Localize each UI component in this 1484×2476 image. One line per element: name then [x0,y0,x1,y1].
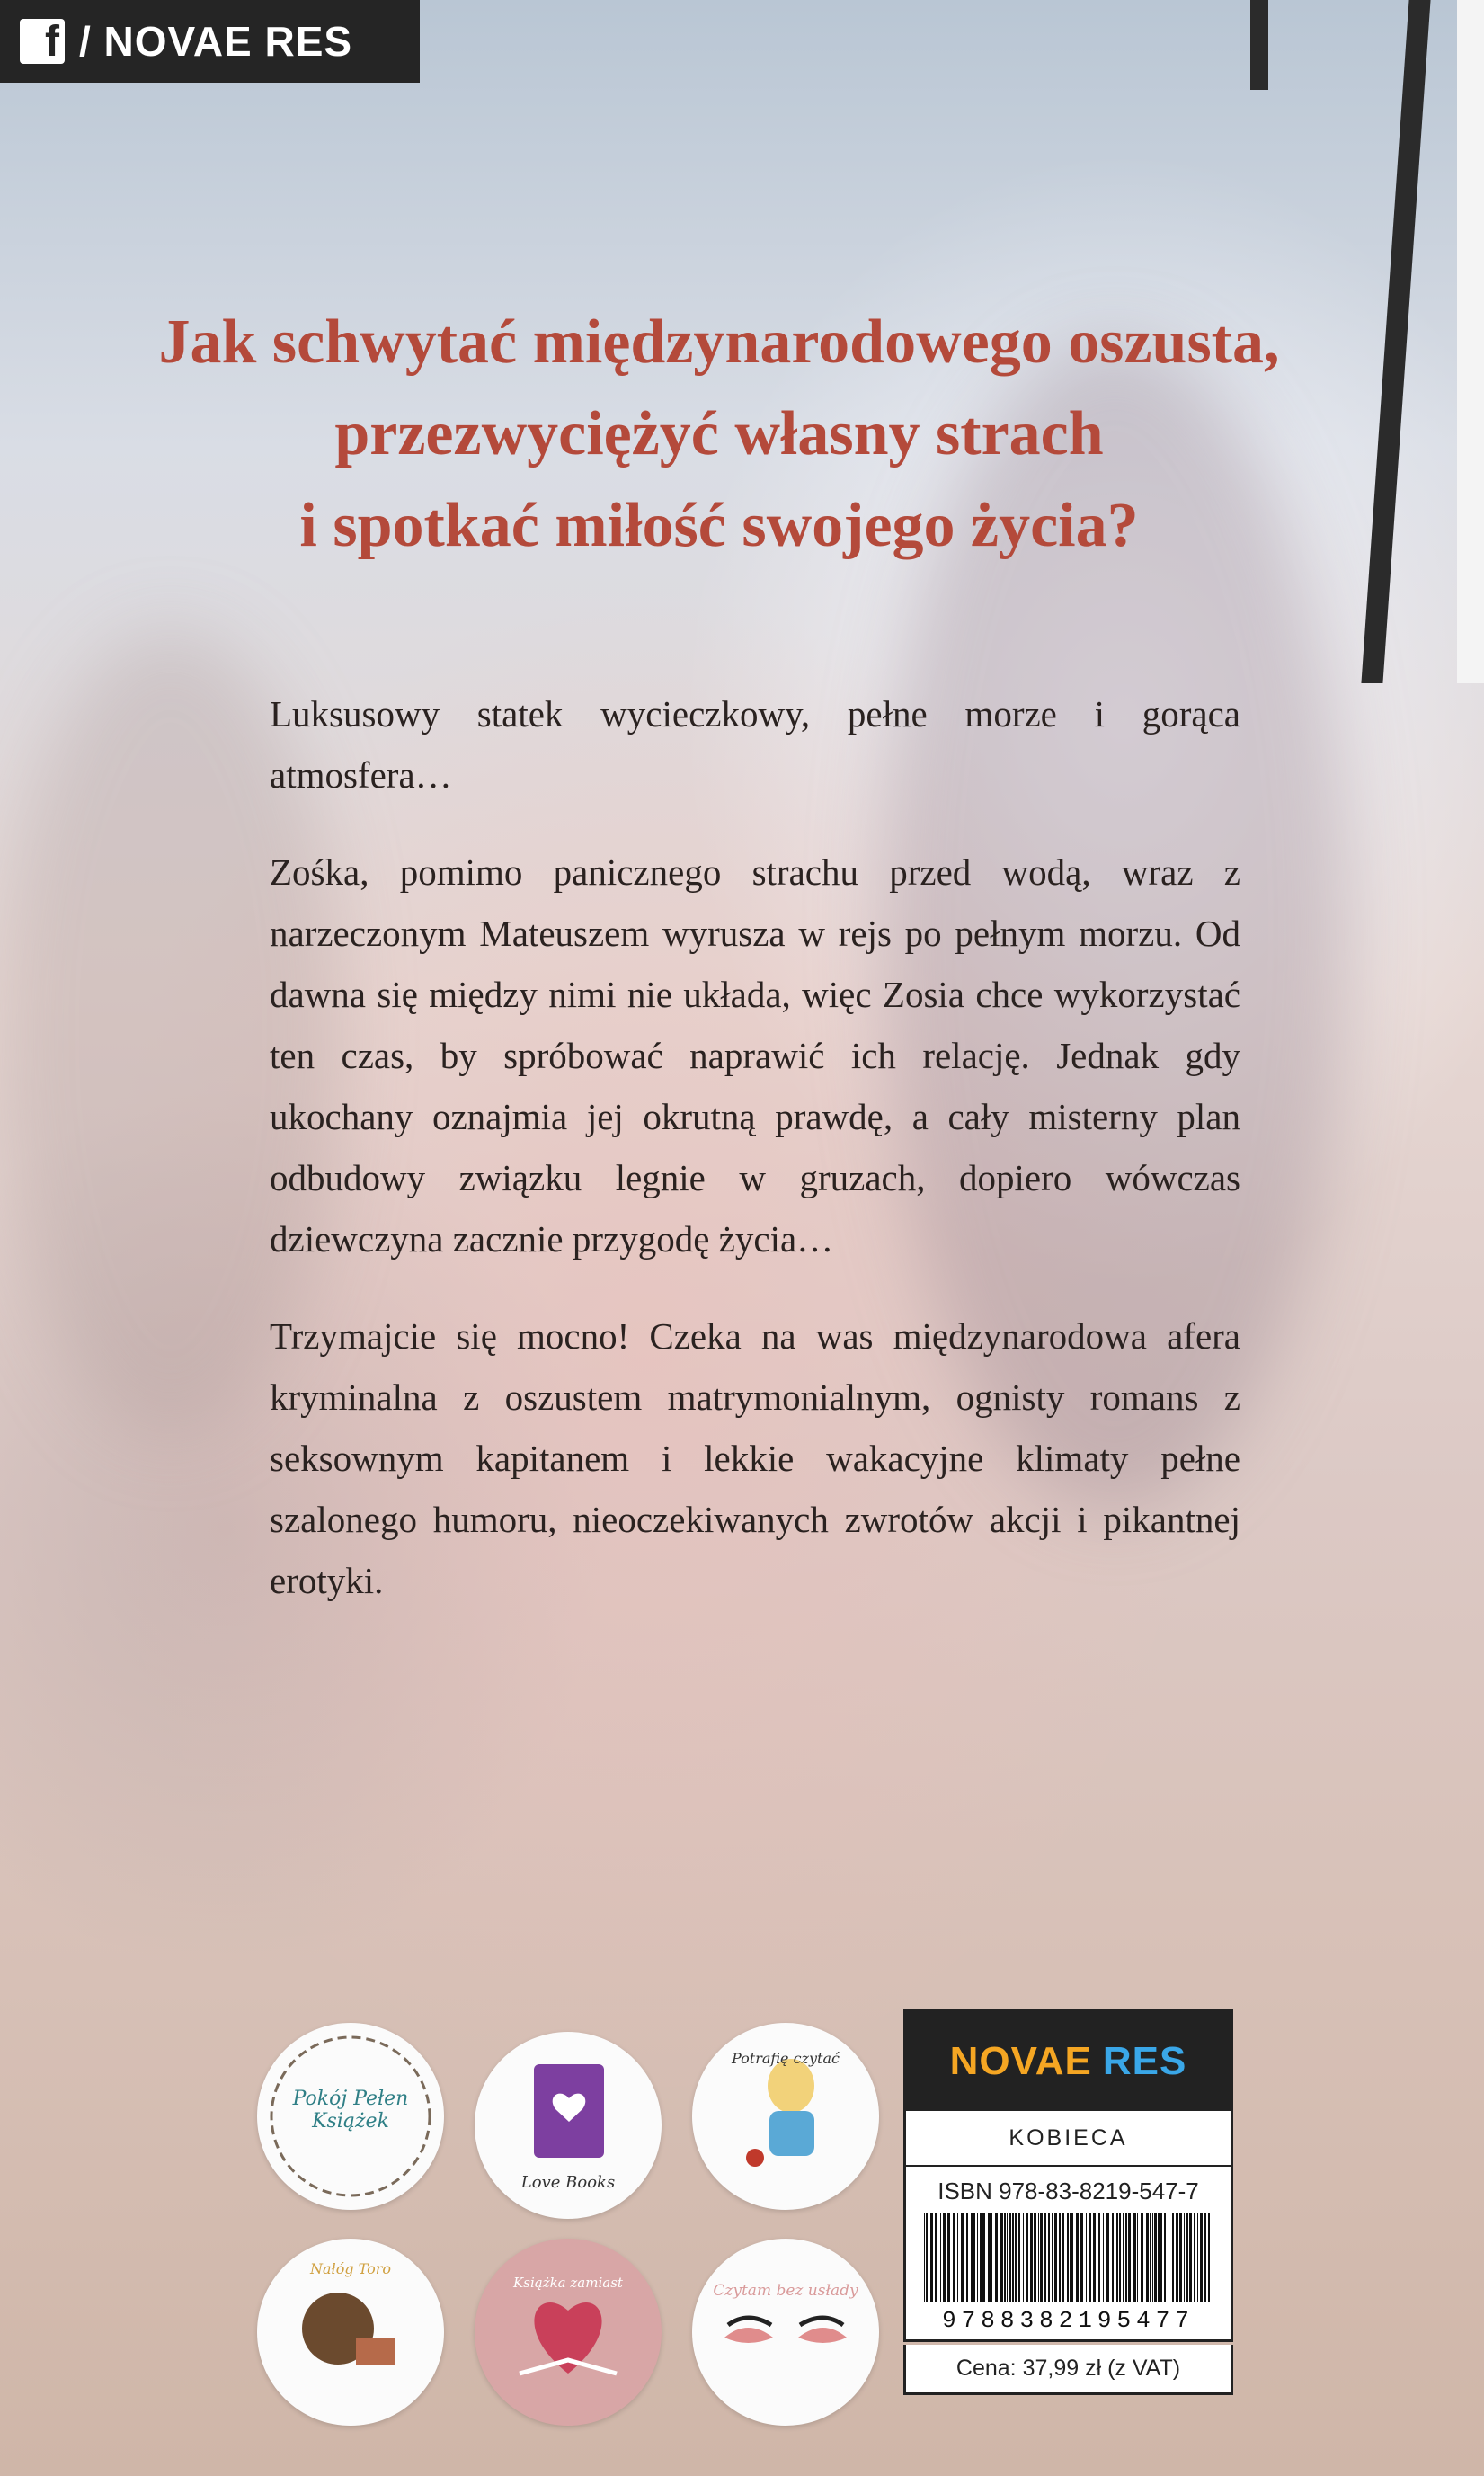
barcode-bar [1164,2213,1166,2302]
brand-label: / NOVAE RES [79,18,353,65]
barcode-bar [980,2213,982,2302]
window-frame-bar [1457,0,1484,683]
headline-line: przezwyciężyć własny strach [334,399,1104,468]
badge-caption: Potrafię czytać [732,2050,840,2067]
brand-tab [0,0,420,83]
barcode-bar [1204,2213,1206,2302]
barcode [919,2213,1218,2334]
eyes-icon [692,2239,879,2426]
badge-caption: Nałóg Toro [309,2260,392,2277]
isbn-label: ISBN 978-83-8219-547-7 [937,2178,1199,2204]
barcode-bar [1080,2213,1083,2302]
barcode-bar [1038,2213,1039,2302]
barcode-bar [1137,2213,1138,2302]
blurb-paragraph: Zośka, pomimo panicznego strachu przed wodą, wraz z narzeczonym Mateuszem wyrusza w rejs po pełnym morzu. Od dawna się między nimi nie układa, więc Zosia chce wykorzystać ten czas, by spróbować naprawić ich relację. Jednak gdy ukochany oznajmia jej okrutną prawdę, a cały misterny plan odbudowy związku legnie w gruzach, dopiero wówczas dziewczyna zacznie przygodę życia… [270,851,1240,1260]
barcode-bar [940,2213,941,2302]
barcode-bar [930,2213,933,2302]
barcode-bar [971,2213,973,2302]
barcode-bar [1030,2213,1033,2302]
blurb [270,683,1240,1647]
barcode-bar [1015,2213,1017,2302]
barcode-bar [1179,2213,1182,2302]
barcode-bar [1098,2213,1100,2302]
badge-pokoj-pelen-ksiazek [257,2023,444,2210]
barcode-bar [1200,2213,1203,2302]
barcode-bar [1158,2213,1160,2302]
badge-czytam-bez-uslady [692,2239,879,2426]
publisher-name-part: NOVAE [949,2039,1092,2083]
barcode-bar [957,2213,958,2302]
barcode-bar [1034,2213,1036,2302]
barcode-bar [1186,2213,1188,2302]
barcode-bar [1012,2213,1014,2302]
barcode-bar [1059,2213,1061,2302]
barcode-bar [1070,2213,1071,2302]
barcode-bar [1189,2213,1192,2302]
publisher-logo [906,2012,1231,2111]
barcode-bar [1133,2213,1136,2302]
barcode-bar [982,2213,985,2302]
headline-line: i spotkać miłość swojego życia? [299,491,1139,560]
barcode-bar [1119,2213,1121,2302]
barcode-bar [1160,2213,1162,2302]
barcode-bar [1023,2213,1024,2302]
barcode-bar [1146,2213,1149,2302]
barcode-bar [988,2213,991,2302]
barcode-bar [1184,2213,1185,2302]
genre-label: KOBIECA [906,2111,1231,2167]
badge-caption: Czytam bez usłady [713,2282,858,2300]
facebook-icon[interactable]: f [20,19,65,64]
barcode-bar [966,2213,968,2302]
blurb-paragraph: Trzymajcie się mocno! Czeka na was międzynarodowa afera kryminalna z oszustem matrymonialnym, ognisty romans z seksownym kapitanem i lekkie wakacyjne klimaty pełne szalonego humoru, nieoczekiwanych zwrotów akcji i pikantnej erotyki. [270,1315,1240,1601]
barcode-bar [1089,2213,1091,2302]
badge-potrafie-czytac [692,2023,879,2210]
badge-caption: Love Books [520,2173,616,2192]
barcode-bar [991,2213,992,2302]
blurb-paragraph: Luksusowy statek wycieczkowy, pełne morze i gorąca atmosfera… [270,693,1240,796]
badge-nalog-toro [257,2239,444,2426]
badge-caption: Książka zamiast [513,2275,623,2291]
barcode-bar [1076,2213,1079,2302]
barcode-bar [1004,2213,1006,2302]
barcode-bar [1052,2213,1053,2302]
barcode-bar [1141,2213,1143,2302]
barcode-bar [1103,2213,1104,2302]
barcode-bar [1048,2213,1050,2302]
barcode-bar [1040,2213,1043,2302]
barcode-bar [1197,2213,1198,2302]
price-label: Cena: 37,99 zł (z VAT) [903,2345,1233,2395]
barcode-bar [1007,2213,1008,2302]
barcode-bar [953,2213,955,2302]
barcode-bar [1106,2213,1109,2302]
badge-ksiazka-zamiast [475,2239,662,2426]
barcode-bar [1176,2213,1178,2302]
barcode-bar [1044,2213,1046,2302]
barcode-bar [1071,2213,1073,2302]
barcode-bar [943,2213,946,2302]
barcode-bar [973,2213,975,2302]
barcode-bar [1062,2213,1064,2302]
barcode-bar [1009,2213,1011,2302]
badge-love-books [475,2032,662,2219]
barcode-bar [1116,2213,1118,2302]
publisher-info-box [903,2009,1233,2342]
badge-caption: Pokój Pełen Książek [292,2088,409,2133]
barcode-bar [977,2213,978,2302]
barcode-bar [1018,2213,1020,2302]
barcode-bar [935,2213,937,2302]
barcode-bars [919,2213,1218,2302]
window-frame-bar [1250,0,1268,90]
barcode-bar [1093,2213,1096,2302]
barcode-bar [1208,2213,1210,2302]
barcode-bar [1154,2213,1157,2302]
barcode-bar [1152,2213,1153,2302]
barcode-bar [1067,2213,1069,2302]
barcode-bar [1026,2213,1028,2302]
barcode-bar [1150,2213,1151,2302]
window-frame-bar [1361,0,1430,683]
barcode-bar [926,2213,928,2302]
barcode-bar [961,2213,964,2302]
barcode-digits: 9788382195477 [942,2307,1195,2334]
barcode-bar [1086,2213,1087,2302]
barcode-bar [1128,2213,1131,2302]
barcode-bar [924,2213,925,2302]
barcode-bar [1123,2213,1124,2302]
barcode-bar [1194,2213,1195,2302]
barcode-bar [1054,2213,1057,2302]
barcode-bar [995,2213,998,2302]
barcode-bar [1112,2213,1114,2302]
barcode-bar [1125,2213,1127,2302]
headline [126,297,1312,572]
headline-line: Jak schwytać międzynarodowego oszusta, [158,307,1280,377]
barcode-bar [947,2213,950,2302]
barcode-bar [1000,2213,1003,2302]
publisher-name-part: RES [1102,2039,1187,2083]
barcode-bar [1172,2213,1174,2302]
book-heart-icon [475,2239,662,2426]
